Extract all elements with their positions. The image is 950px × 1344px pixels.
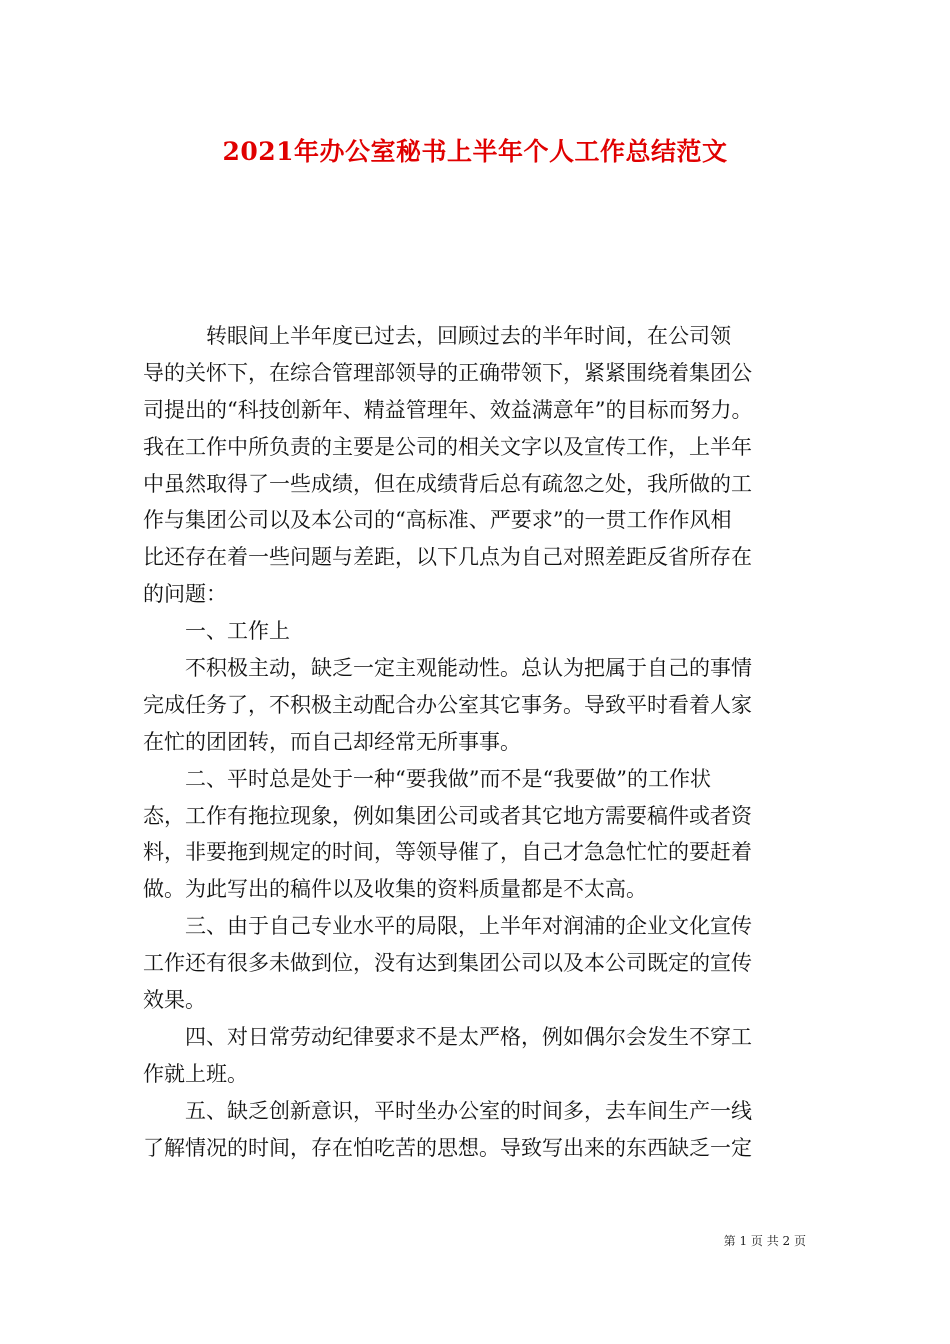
body-line: 比还存在着一些问题与差距，以下几点为自己对照差距反省所存在 <box>143 545 752 570</box>
body-line: 中虽然取得了一些成绩，但在成绩背后总有疏忽之处，我所做的工 <box>143 471 752 496</box>
body-line: 三、由于自己专业水平的局限，上半年对润浦的企业文化宣传 <box>143 914 752 939</box>
body-line: 四、对日常劳动纪律要求不是太严格，例如偶尔会发生不穿工 <box>143 1024 752 1049</box>
body-line: 我在工作中所负责的主要是公司的相关文字以及宣传工作，上半年 <box>143 434 752 459</box>
document-title: 2021年办公室秘书上半年个人工作总结范文 <box>222 137 728 166</box>
body-line: 作与集团公司以及本公司的“高标准、严要求”的一贯工作作风相 <box>143 508 732 533</box>
body-line: 态，工作有拖拉现象，例如集团公司或者其它地方需要稿件或者资 <box>143 803 752 828</box>
body-line: 了解情况的时间，存在怕吃苦的思想。导致写出来的东西缺乏一定 <box>143 1135 752 1160</box>
body-line: 在忙的团团转，而自己却经常无所事事。 <box>143 729 521 754</box>
body-line: 导的关怀下，在综合管理部领导的正确带领下，紧紧围绕着集团公 <box>143 360 752 385</box>
page-footer: 第 1 页 共 2 页 <box>723 1234 806 1248</box>
document-body <box>143 318 807 1166</box>
body-line: 效果。 <box>143 988 206 1013</box>
body-line: 转眼间上半年度已过去，回顾过去的半年时间，在公司领 <box>143 324 731 348</box>
body-line: 工作还有很多未做到位，没有达到集团公司以及本公司既定的宣传 <box>143 951 752 976</box>
body-line: 五、缺乏创新意识，平时坐办公室的时间多，去车间生产一线 <box>143 1098 752 1123</box>
body-line: 料，非要拖到规定的时间，等领导催了，自己才急急忙忙的要赶着 <box>143 840 752 865</box>
body-line: 司提出的“科技创新年、精益管理年、效益满意年”的目标而努力。 <box>143 397 753 422</box>
body-line: 的问题： <box>143 582 227 607</box>
body-line: 作就上班。 <box>143 1061 248 1086</box>
body-line: 不积极主动，缺乏一定主观能动性。总认为把属于自己的事情 <box>143 656 752 681</box>
section-heading: 一、工作上 <box>143 619 290 644</box>
body-line: 二、平时总是处于一种“要我做”而不是“我要做”的工作状 <box>143 766 711 791</box>
body-line: 完成任务了，不积极主动配合办公室其它事务。导致平时看着人家 <box>143 692 752 717</box>
body-line: 做。为此写出的稿件以及收集的资料质量都是不太高。 <box>143 877 647 902</box>
